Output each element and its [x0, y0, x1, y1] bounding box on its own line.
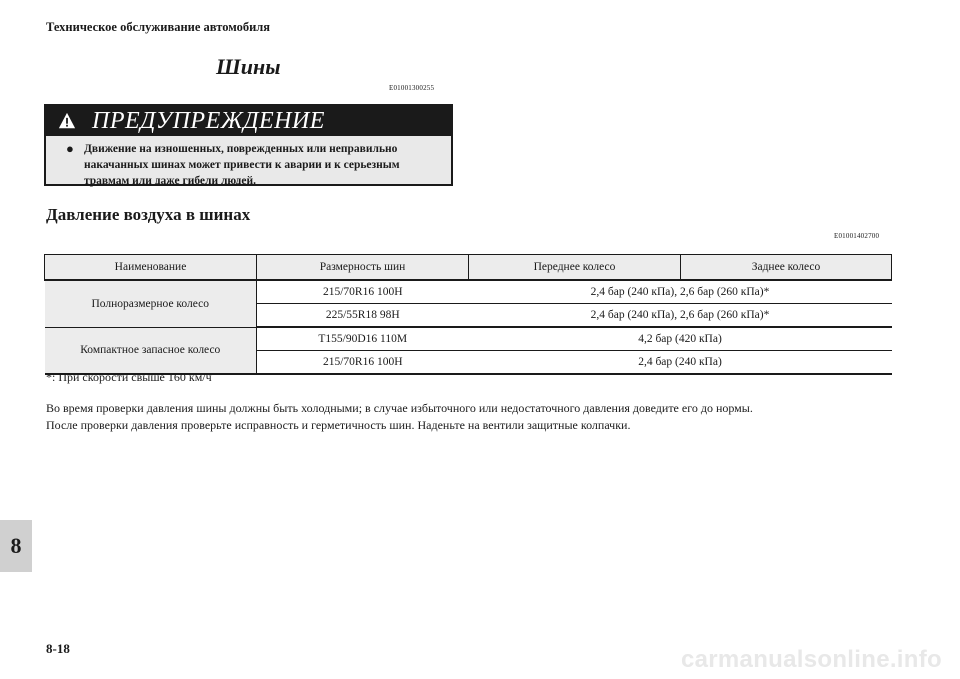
column-header: Переднее колесо [469, 255, 681, 281]
instructions-paragraph [46, 400, 906, 434]
running-header: Техническое обслуживание автомобиля [46, 20, 271, 34]
section-title: Шины [216, 54, 281, 79]
warning-box [44, 104, 453, 186]
table-row [45, 327, 892, 351]
tire-pressure-table [44, 254, 892, 375]
warning-triangle-icon [58, 112, 76, 130]
table-cell-name: Полноразмерное колесо [45, 280, 257, 327]
page-number: 8-18 [46, 641, 70, 656]
table-cell-size: 215/70R16 100H [257, 351, 469, 375]
column-header: Наименование [45, 255, 257, 281]
table-cell-name: Компактное запасное колесо [45, 327, 257, 374]
table-header-row [45, 255, 892, 281]
table-cell-pressure: 2,4 бар (240 кПа), 2,6 бар (260 кПа)* [469, 280, 892, 304]
warning-body [46, 136, 451, 189]
table-cell-pressure: 2,4 бар (240 кПа), 2,6 бар (260 кПа)* [469, 304, 892, 328]
table-cell-size: 225/55R18 98H [257, 304, 469, 328]
watermark: carmanualsonline.info [680, 646, 942, 673]
warning-header [46, 106, 451, 136]
table-cell-size: 215/70R16 100H [257, 280, 469, 304]
table-cell-size: T155/90D16 110M [257, 327, 469, 351]
paragraph-line: Во время проверки давления шины должны быть холодными; в случае избыточного или недостаточного давления доведите его до нормы. [46, 401, 753, 415]
warning-text: Движение на изношенных, поврежденных или неправильно накачанных шинах может привести к аварии и к серьезным травмам или даже гибели людей. [84, 143, 400, 187]
table-row [45, 280, 892, 304]
column-header: Размерность шин [257, 255, 469, 281]
chapter-tab: 8 [0, 520, 32, 572]
bullet-icon: ● [66, 141, 74, 156]
table-footnote: *: При скорости свыше 160 км/ч [46, 370, 212, 384]
table-cell-pressure: 2,4 бар (240 кПа) [469, 351, 892, 375]
column-header: Заднее колесо [681, 255, 892, 281]
paragraph-line: После проверки давления проверьте исправность и герметичность шин. Наденьте на вентили защитные колпачки. [46, 418, 631, 432]
section-code: E01001300255 [389, 84, 435, 92]
table-cell-pressure: 4,2 бар (420 кПа) [469, 327, 892, 351]
subsection-title: Давление воздуха в шинах [46, 205, 251, 224]
subsection-code: E01001402700 [834, 232, 880, 240]
warning-title: ПРЕДУПРЕЖДЕНИЕ [92, 108, 325, 134]
